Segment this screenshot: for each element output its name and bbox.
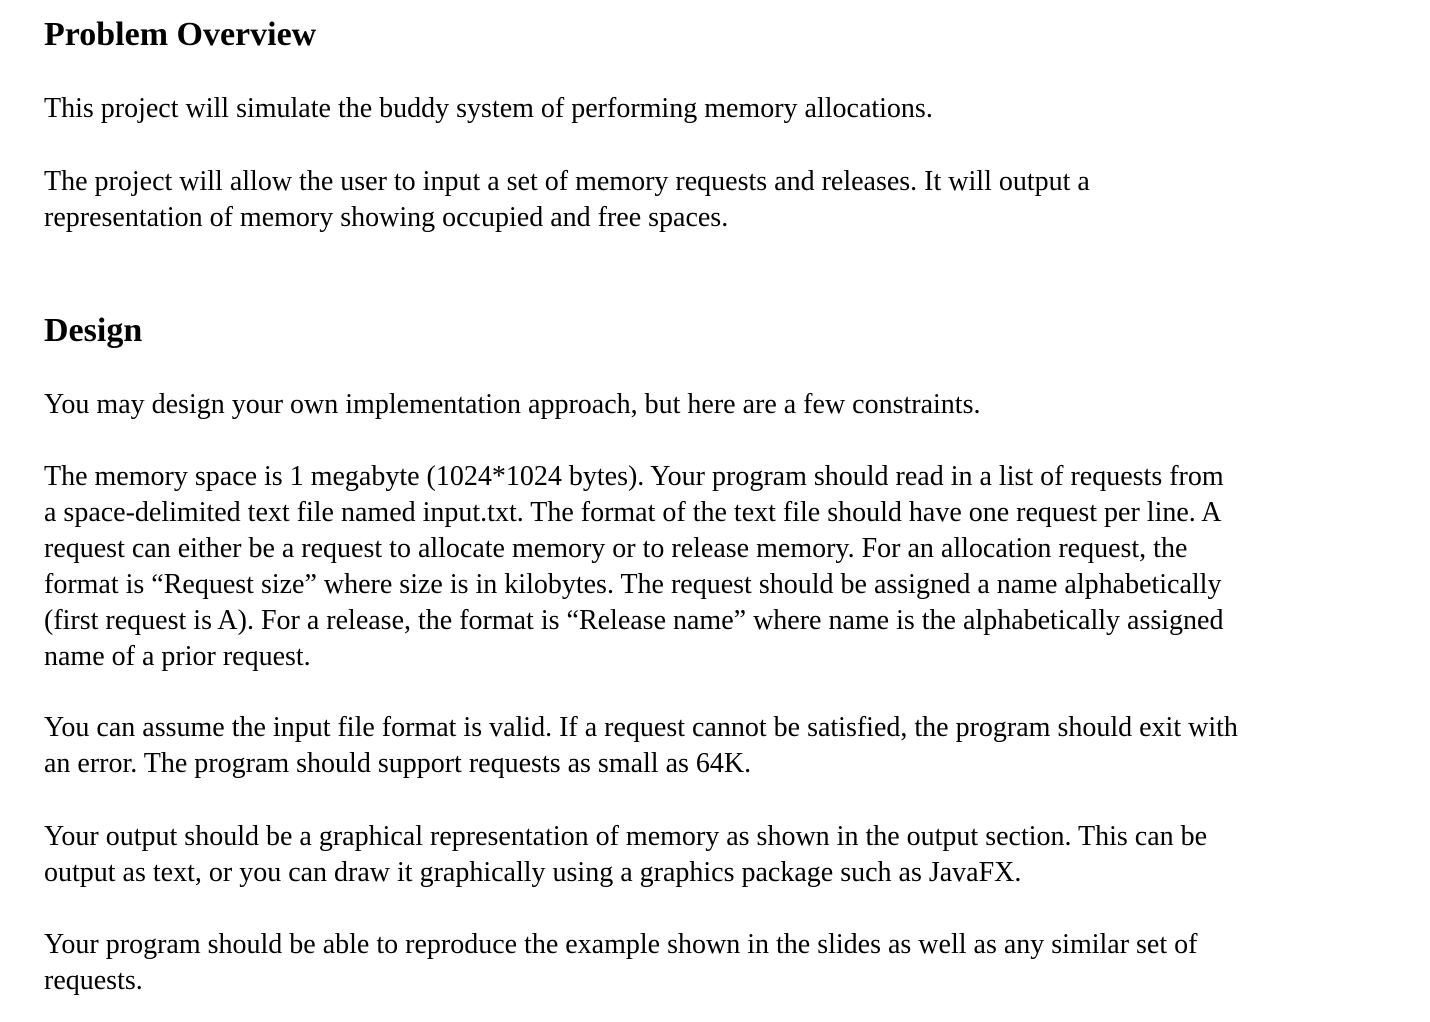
paragraph (44, 459, 1224, 675)
paragraph (44, 91, 933, 127)
text-line: This project will simulate the buddy system of performing memory allocations. (44, 93, 933, 124)
paragraph (44, 387, 980, 423)
heading-design: Design (44, 312, 143, 349)
paragraph (44, 819, 1207, 891)
text-line: You may design your own implementation approach, but here are a few constraints. (44, 389, 981, 420)
paragraph (44, 710, 1238, 782)
text-line: The memory space is 1 megabyte (1024*1024 bytes). Your program should read in a list of requests from (44, 461, 1224, 492)
text-line: format is “Request size” where size is in kilobytes. The request should be assigned a name alphabetically (44, 569, 1222, 600)
text-line: (first request is A). For a release, the format is “Release name” where name is the alphabetically assigned (44, 605, 1224, 636)
heading-problem-overview: Problem Overview (44, 16, 317, 53)
text-line: Your program should be able to reproduce the example shown in the slides as well as any similar set of (44, 929, 1198, 960)
text-line: output as text, or you can draw it graphically using a graphics package such as JavaFX. (44, 857, 1022, 888)
text-line: a space-delimited text file named input.txt. The format of the text file should have one request per line. A (44, 497, 1222, 528)
text-line: requests. (44, 965, 143, 996)
text-line: request can either be a request to allocate memory or to release memory. For an allocation request, the (44, 533, 1188, 564)
text-line: Your output should be a graphical representation of memory as shown in the output section. This can be (44, 821, 1208, 852)
text-line: an error. The program should support requests as small as 64K. (44, 748, 752, 779)
paragraph (44, 927, 1197, 999)
text-line: You can assume the input file format is valid. If a request cannot be satisfied, the program should exit with (44, 712, 1238, 743)
paragraph (44, 164, 1090, 236)
text-line: representation of memory showing occupied and free spaces. (44, 202, 729, 233)
text-line: The project will allow the user to input a set of memory requests and releases. It will output a (44, 166, 1090, 197)
text-line: name of a prior request. (44, 641, 311, 672)
